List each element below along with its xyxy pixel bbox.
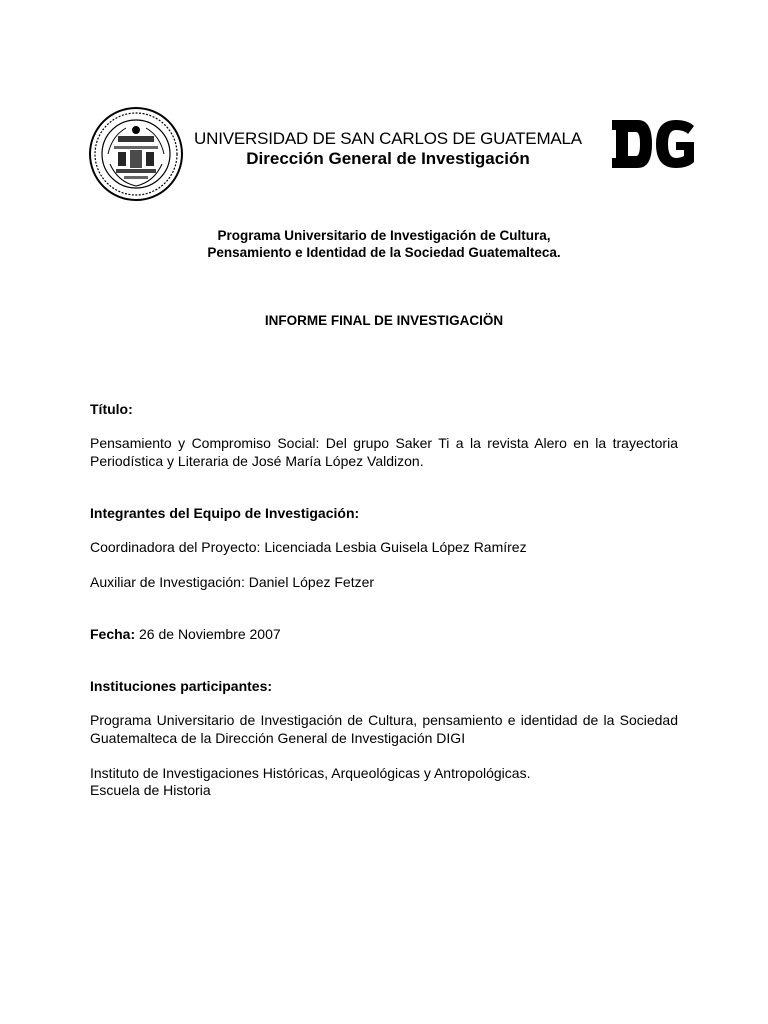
assistant-text: Auxiliar de Investigación: Daniel López Fetzer <box>90 574 375 590</box>
institution-1: Programa Universitario de Investigación de Cultura, pensamiento e identidad de la Sociedad Guatemalteca de la Dirección General de Investigación DIGI <box>90 712 678 746</box>
program-line-2: Pensamiento e Identidad de la Sociedad Guatemalteca. <box>207 245 561 260</box>
coordinator-text: Coordinadora del Proyecto: Licenciada Lesbia Guisela López Ramírez <box>90 539 527 555</box>
date-label: Fecha: <box>90 626 136 642</box>
university-seal-icon <box>88 106 184 202</box>
program-line-1: Programa Universitario de Investigación de Cultura, <box>217 228 551 243</box>
direction-name: Dirección General de Investigación <box>246 149 530 168</box>
date-value: 26 de Noviembre 2007 <box>139 626 281 642</box>
institutions-label: Instituciones participantes: <box>90 678 273 694</box>
header-text <box>186 129 590 169</box>
program-name <box>90 227 678 261</box>
report-title: INFORME FINAL DE INVESTIGACIÖN <box>264 313 504 328</box>
dg-logo <box>612 116 696 172</box>
institution-2: Instituto de Investigaciones Históricas, Arqueológicas y Antropológicas. <box>90 765 531 781</box>
title-label: Título: <box>90 401 133 417</box>
title-text: Pensamiento y Compromiso Social: Del grupo Saker Ti a la revista Alero en la trayectoria Periodística y Literaria de José María López Valdizon. <box>90 435 678 469</box>
team-label: Integrantes del Equipo de Investigación: <box>90 505 360 521</box>
university-name: UNIVERSIDAD DE SAN CARLOS DE GUATEMALA <box>194 129 582 148</box>
date-line <box>90 625 678 643</box>
institution-3: Escuela de Historia <box>90 782 211 798</box>
